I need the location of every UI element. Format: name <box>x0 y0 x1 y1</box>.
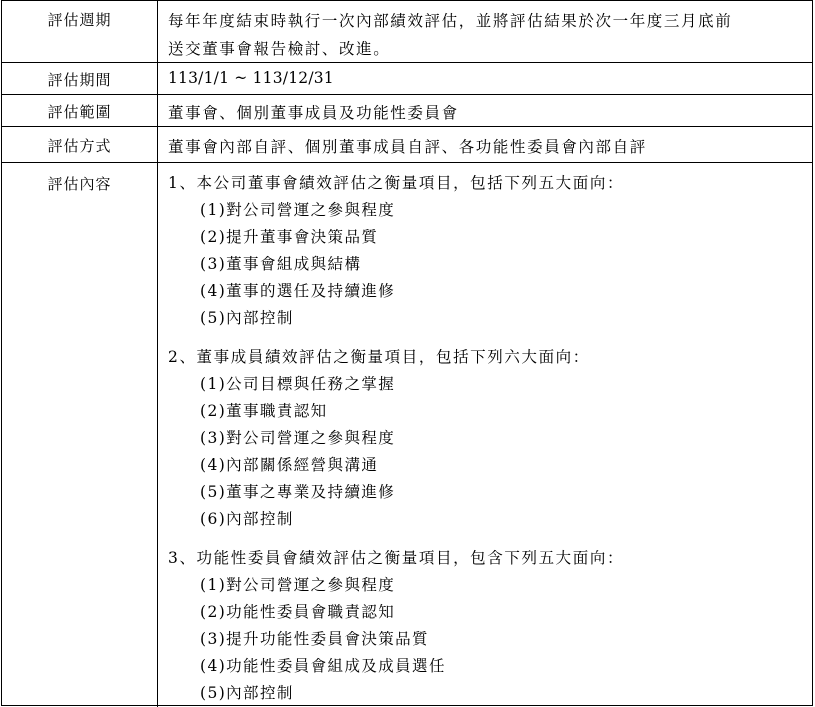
row-label-period: 評估期間 <box>47 71 112 89</box>
row-value-method: 董事會內部自評、個別董事成員自評、各功能性委員會內部自評 <box>168 138 647 156</box>
column-divider <box>157 1 158 62</box>
content-list-item: (6)內部控制 <box>200 510 294 528</box>
cycle-line-2: 送交董事會報告檢討、改進。 <box>168 40 391 58</box>
row-label-cycle: 評估週期 <box>47 11 112 29</box>
column-divider <box>157 95 158 126</box>
row-value-scope: 董事會、個別董事成員及功能性委員會 <box>168 104 459 122</box>
evaluation-table <box>1 0 813 706</box>
content-list-item: (4)功能性委員會組成及成員選任 <box>200 657 446 675</box>
content-list-item: (5)內部控制 <box>200 309 294 327</box>
content-list-item: (3)董事會組成與結構 <box>200 255 362 273</box>
content-list-item: (5)內部控制 <box>200 684 294 702</box>
content-list-item: (4)董事的選任及持續進修 <box>200 282 396 300</box>
content-list-item: (3)提升功能性委員會決策品質 <box>200 630 429 648</box>
content-list-item: (1)對公司營運之參與程度 <box>200 576 396 594</box>
row-label-scope: 評估範圍 <box>47 103 112 121</box>
content-list-item: (4)內部關係經營與溝通 <box>200 456 379 474</box>
content-list-item: (1)公司目標與任務之掌握 <box>200 375 396 393</box>
content-section-heading: 1、本公司董事會績效評估之衡量項目，包括下列五大面向： <box>168 174 625 192</box>
row-label-content: 評估內容 <box>47 175 112 193</box>
content-list-item: (1)對公司營運之參與程度 <box>200 201 396 219</box>
content-list-item: (5)董事之專業及持續進修 <box>200 483 396 501</box>
table-row-period <box>2 63 812 95</box>
row-label-method: 評估方式 <box>47 137 112 155</box>
column-divider <box>157 127 158 162</box>
column-divider <box>157 163 158 707</box>
cycle-line-1: 每年年度結束時執行一次內部績效評估，並將評估結果於次一年度三月底前 <box>168 12 733 30</box>
column-divider <box>157 63 158 94</box>
table-row-cycle <box>2 1 812 63</box>
table-row-content <box>2 163 812 707</box>
row-value-period: 113/1/1 ~ 113/12/31 <box>168 69 334 87</box>
table-row-scope <box>2 95 812 127</box>
table-row-method <box>2 127 812 163</box>
content-section-heading: 3、功能性委員會績效評估之衡量項目，包含下列五大面向： <box>168 549 625 567</box>
content-list-item: (2)提升董事會決策品質 <box>200 228 379 246</box>
content-list-item: (3)對公司營運之參與程度 <box>200 429 396 447</box>
content-list-item: (2)功能性委員會職責認知 <box>200 603 396 621</box>
content-list-item: (2)董事職責認知 <box>200 402 328 420</box>
content-section-heading: 2、董事成員績效評估之衡量項目，包括下列六大面向： <box>168 348 590 366</box>
